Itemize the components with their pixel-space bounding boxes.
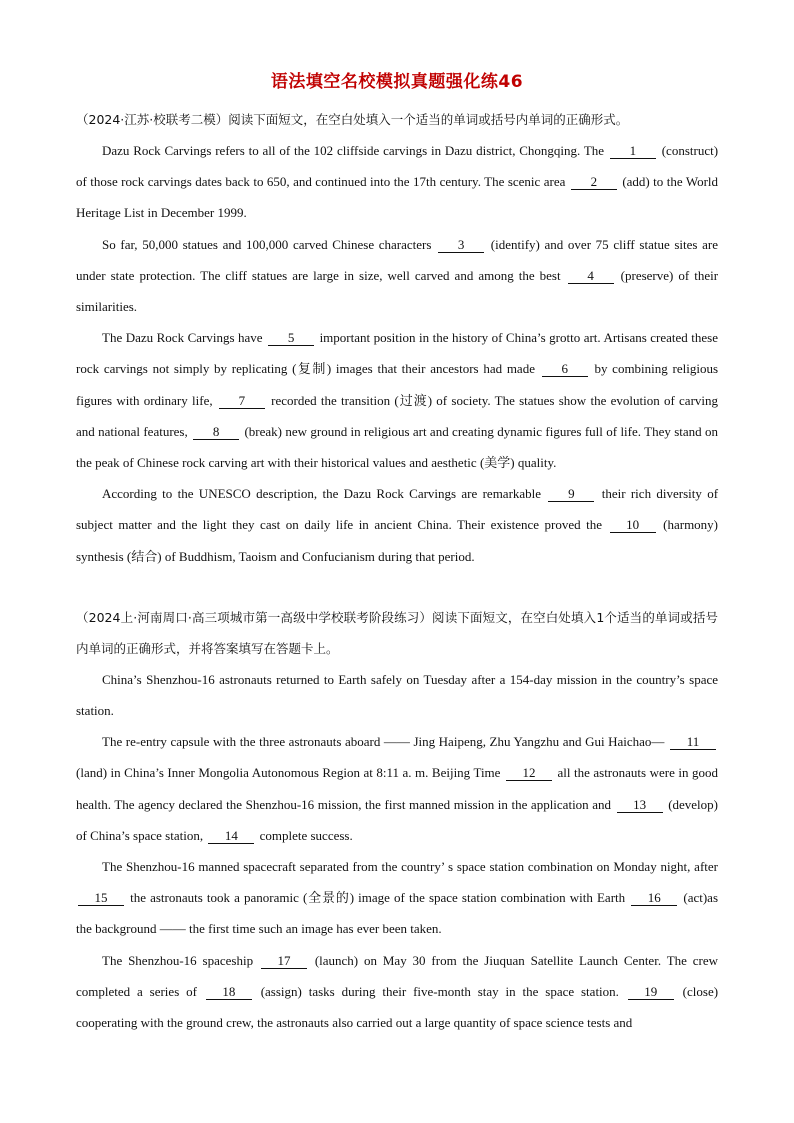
blank-15[interactable]: 15: [78, 890, 124, 906]
s2-paragraph-3: [76, 851, 718, 945]
blank-4[interactable]: 4: [568, 268, 614, 284]
s2-paragraph-2: [76, 726, 718, 851]
blank-10[interactable]: 10: [610, 517, 656, 533]
passage-text: So far, 50,000 statues and 100,000 carved Chinese characters: [102, 236, 432, 252]
section2-instruction: （2024上·河南周口·高三项城市第一高级中学校联考阶段练习）阅读下面短文，在空白处填入1个适当的单词或括号内单词的正确形式，并将答案填写在答题卡上。: [76, 609, 718, 656]
blank-17[interactable]: 17: [261, 953, 307, 969]
s1-paragraph-4: [76, 478, 718, 572]
passage-text: Dazu Rock Carvings refers to all of the 102 cliffside carvings in Dazu district, Chongqing. The: [102, 143, 605, 158]
blank-12[interactable]: 12: [506, 765, 552, 781]
blank-9[interactable]: 9: [548, 486, 594, 502]
passage-text: China’s Shenzhou-16 astronauts returned to Earth safely on Tuesday after a 154-day mission in the country’s space station.: [76, 671, 718, 719]
passage-text: (act)as the background —— the first time such an image has ever been taken.: [76, 890, 719, 937]
blank-1[interactable]: 1: [610, 143, 656, 159]
s1-paragraph-1: [76, 135, 718, 229]
passage-text: (close) cooperating with the ground crew, the astronauts also carried out a large quantity of space science tests and: [76, 983, 719, 1031]
passage-text: (launch) on May 30 from the Jiuquan Satellite Launch Center. The crew completed a series of: [76, 952, 719, 999]
passage-text: According to the UNESCO description, the Dazu Rock Carvings are remarkable: [102, 486, 542, 502]
passage-text: (construct) of those rock carvings dates back to 650, and continued into the 17th century. The scenic area: [76, 143, 719, 190]
passage-text: by combining religious figures with ordinary life,: [76, 361, 719, 408]
passage-text: (break) new ground in religious art and creating dynamic figures full of life. They stand on the peak of Chinese rock carving art with their historical values and aesthetic (美学) quality.: [76, 423, 718, 471]
passage-text: important position in the history of China’s grotto art. Artisans created these rock carvings not simply by replicating (复制) images that their ancestors had made: [76, 330, 718, 377]
passage-text: The re-entry capsule with the three astronauts aboard —— Jing Haipeng, Zhu Yangzhu and Gui Haichao—: [102, 734, 665, 750]
passage-text: their rich diversity of subject matter and the light they cast on daily life in ancient China. Their existence proved the: [76, 486, 719, 533]
passage-text: The Shenzhou-16 manned spacecraft separated from the country’ s space station combination on Monday night, after: [102, 859, 718, 875]
passage-text: (add) to the World Heritage List in December 1999.: [76, 174, 719, 221]
passage-text: The Dazu Rock Carvings have: [102, 330, 263, 346]
passage-text: (identify) and over 75 cliff statue sites are under state protection. The cliff statues are large in size, well carved and among the best: [76, 236, 719, 283]
s2-paragraph-4: [76, 945, 718, 1039]
blank-5[interactable]: 5: [268, 330, 314, 346]
blank-6[interactable]: 6: [542, 361, 588, 377]
passage-text: (land) in China’s Inner Mongolia Autonomous Region at 8:11 a. m. Beijing Time: [76, 765, 501, 781]
blank-3[interactable]: 3: [438, 237, 484, 253]
blank-18[interactable]: 18: [206, 984, 252, 1000]
passage-text: (assign) tasks during their five-month stay in the space station.: [260, 983, 619, 999]
s1-paragraph-3: [76, 322, 718, 478]
blank-19[interactable]: 19: [628, 984, 674, 1000]
passage-text: all the astronauts were in good health. The agency declared the Shenzhou-16 mission, the first manned mission in the application and: [76, 765, 718, 812]
s1-paragraph-2: [76, 229, 718, 323]
passage-text: The Shenzhou-16 spaceship: [102, 952, 254, 968]
document-page: [76, 70, 718, 1038]
blank-14[interactable]: 14: [208, 828, 254, 844]
passage-text: (preserve) of their similarities.: [76, 267, 719, 315]
section-gap: [76, 572, 718, 602]
blank-8[interactable]: 8: [193, 424, 239, 440]
passage-text: (harmony) synthesis (结合) of Buddhism, Taoism and Confucianism during that period.: [76, 517, 719, 564]
passage-text: (develop) of China’s space station,: [76, 796, 718, 843]
blank-11[interactable]: 11: [670, 734, 716, 750]
passage-text: recorded the transition (过渡) of society. The statues show the evolution of carving and national features,: [76, 392, 719, 439]
page-title: 语法填空名校模拟真题强化练46: [270, 72, 524, 92]
blank-7[interactable]: 7: [219, 393, 265, 409]
section1-instruction: （2024·江苏·校联考二模）阅读下面短文，在空白处填入一个适当的单词或括号内单词的正确形式。: [76, 112, 629, 127]
passage-text: the astronauts took a panoramic (全景的) image of the space station combination with Earth: [130, 890, 626, 906]
blank-16[interactable]: 16: [631, 890, 677, 906]
blank-2[interactable]: 2: [571, 174, 617, 190]
s2-paragraph-1: [76, 664, 718, 726]
passage-text: complete success.: [259, 827, 353, 843]
blank-13[interactable]: 13: [617, 797, 663, 813]
